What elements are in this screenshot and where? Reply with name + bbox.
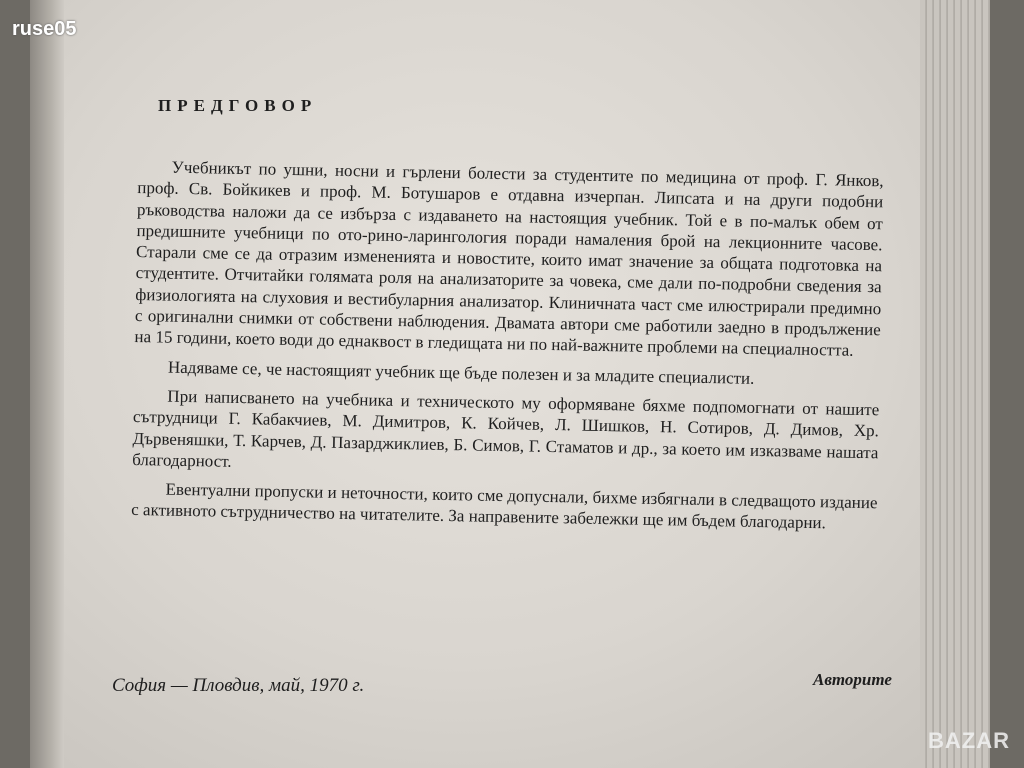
page-title: ПРЕДГОВОР [158,96,318,115]
preface-body [131,156,884,543]
paragraph-2: Надяваме се, че настоящият учебник ще бъде полезен и за младите специалисти. [167,357,755,388]
authors-signature: Авторите [813,670,892,689]
page-edges [920,0,990,768]
paragraph-1: Учебникът по ушни, носни и гърлени болести за студентите по медицина от проф. Г. Янков, проф. Св. Бойкикев и проф. М. Ботушаров е отдавна изчерпан. Липсата и на други подобни ръководства наложи да се избърза с издаването на настоящия учебник. Той е в по-малък обем от предишните учебници по ото-рино-ларингология поради намаления брой на лекционните часове. Старали сме се да отразим измененията и новостите, които имат значение за общата подготовка на студентите. Отчитайки голямата роля на анализаторите за човека, сме дали по-подробни сведения за физиологията на слуховия и вестибуларния анализатор. Клиничната част сме илюстрирали предимно с оригинални снимки от собствени наблюдения. Двамата автори сме работили заедно в продължение на 15 години, което води до еднаквост в гледищата ни по най-важните проблеми на специалността. [134,157,884,361]
paragraph-3: При написването на учебника и техническото му оформяване бяхме подпомогнати от нашите сътрудници Г. Кабакчиев, М. Димитров, К. Койчев, Л. Шишков, Н. Сотиров, Д. Димов, Хр. Дървеняшки, Т. Карчев, Д. Пазарджиклиев, Б. Симов, Г. Стаматов и др., за което им изказваме нашата благодарност. [131,386,880,471]
book-gutter [30,0,64,768]
paragraph-4: Евентуални пропуски и неточности, които сме допуснали, бихме избягнали в следващото издание с активното сътрудничество на читателите. За направените забележки ще им бъдем благодарни. [131,479,878,533]
bazar-logo: BAZAR [928,728,1010,753]
seller-watermark: ruse05 [12,18,77,40]
place-date: София — Пловдив, май, 1970 г. [112,675,365,696]
